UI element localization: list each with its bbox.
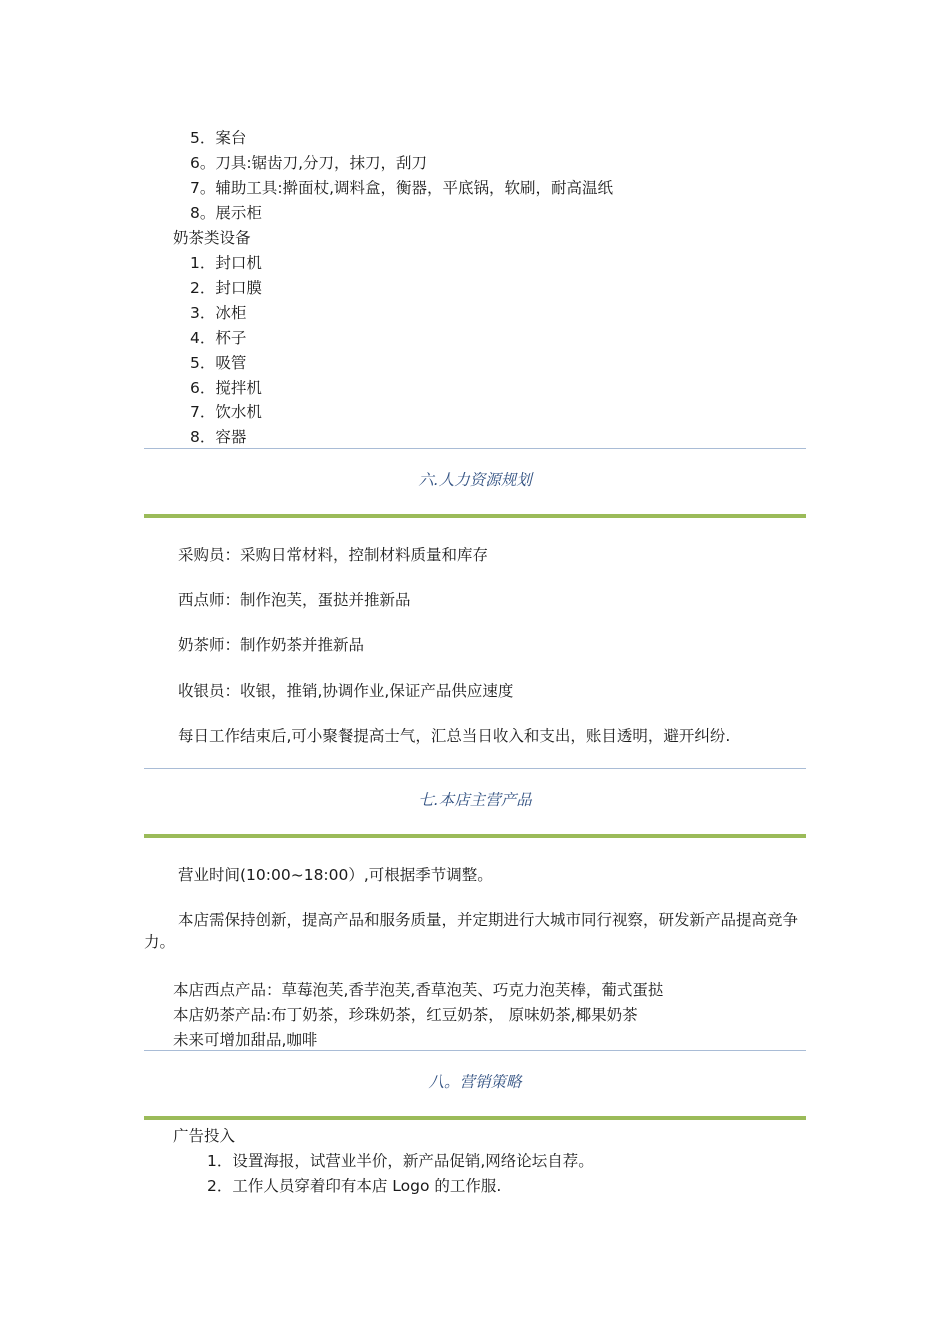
- section-divider-thin: [144, 448, 806, 449]
- milk-tea-item: 2．封口膜: [190, 279, 262, 297]
- equipment-item: 5．案台: [190, 129, 247, 147]
- section-7-heading: 七.本店主营产品: [418, 791, 532, 809]
- milk-tea-item: 5．吸管: [190, 354, 247, 372]
- innovation-paragraph: 本店需保持创新，提高产品和服务质量，并定期进行大城市同行视察，研发新产品提高竞争力。: [144, 911, 799, 951]
- advertising-item: 2．工作人员穿着印有本店 Logo 的工作服.: [207, 1177, 502, 1195]
- role-purchaser: 采购员：采购日常材料，控制材料质量和库存: [178, 546, 489, 564]
- equipment-item: 8。展示柜: [190, 204, 262, 222]
- milk-tea-equipment-title: 奶茶类设备: [173, 229, 251, 247]
- milk-tea-item: 3．冰柜: [190, 304, 247, 322]
- milk-tea-item: 1．封口机: [190, 254, 262, 272]
- section-divider-thin: [144, 768, 806, 769]
- advertising-item: 1．设置海报，试营业半价，新产品促销,网络论坛自荐。: [207, 1152, 594, 1170]
- equipment-item: 6。刀具:锯齿刀,分刀，抹刀，刮刀: [190, 154, 428, 172]
- role-tea-maker: 奶茶师：制作奶茶并推新品: [178, 636, 365, 654]
- section-divider-thick: [144, 1116, 806, 1120]
- milk-tea-item: 7．饮水机: [190, 403, 262, 421]
- role-pastry-chef: 西点师：制作泡芙，蛋挞并推新品: [178, 591, 411, 609]
- business-hours: 营业时间(10:00~18:00）,可根据季节调整。: [178, 866, 493, 884]
- future-products: 未来可增加甜品,咖啡: [173, 1031, 318, 1049]
- section-divider-thick: [144, 834, 806, 838]
- daily-note: 每日工作结束后,可小聚餐提高士气，汇总当日收入和支出，账目透明，避开纠纷.: [178, 727, 731, 745]
- dessert-products: 本店西点产品：草莓泡芙,香芋泡芙,香草泡芙、巧克力泡芙棒，葡式蛋挞: [173, 981, 664, 999]
- section-divider-thin: [144, 1050, 806, 1051]
- section-divider-thick: [144, 514, 806, 518]
- milk-tea-item: 8．容器: [190, 428, 247, 446]
- advertising-title: 广告投入: [173, 1127, 236, 1145]
- tea-products: 本店奶茶产品:布丁奶茶，珍珠奶茶，红豆奶茶， 原味奶茶,椰果奶茶: [173, 1006, 638, 1024]
- equipment-item: 7。辅助工具:擀面杖,调料盒，衡器，平底锅，软刷，耐高温纸: [190, 179, 614, 197]
- section-8-heading: 八。营销策略: [428, 1073, 522, 1091]
- milk-tea-item: 4．杯子: [190, 329, 247, 347]
- role-cashier: 收银员：收银，推销,协调作业,保证产品供应速度: [178, 682, 514, 700]
- milk-tea-item: 6．搅拌机: [190, 379, 262, 397]
- section-6-heading: 六.人力资源规划: [418, 471, 532, 489]
